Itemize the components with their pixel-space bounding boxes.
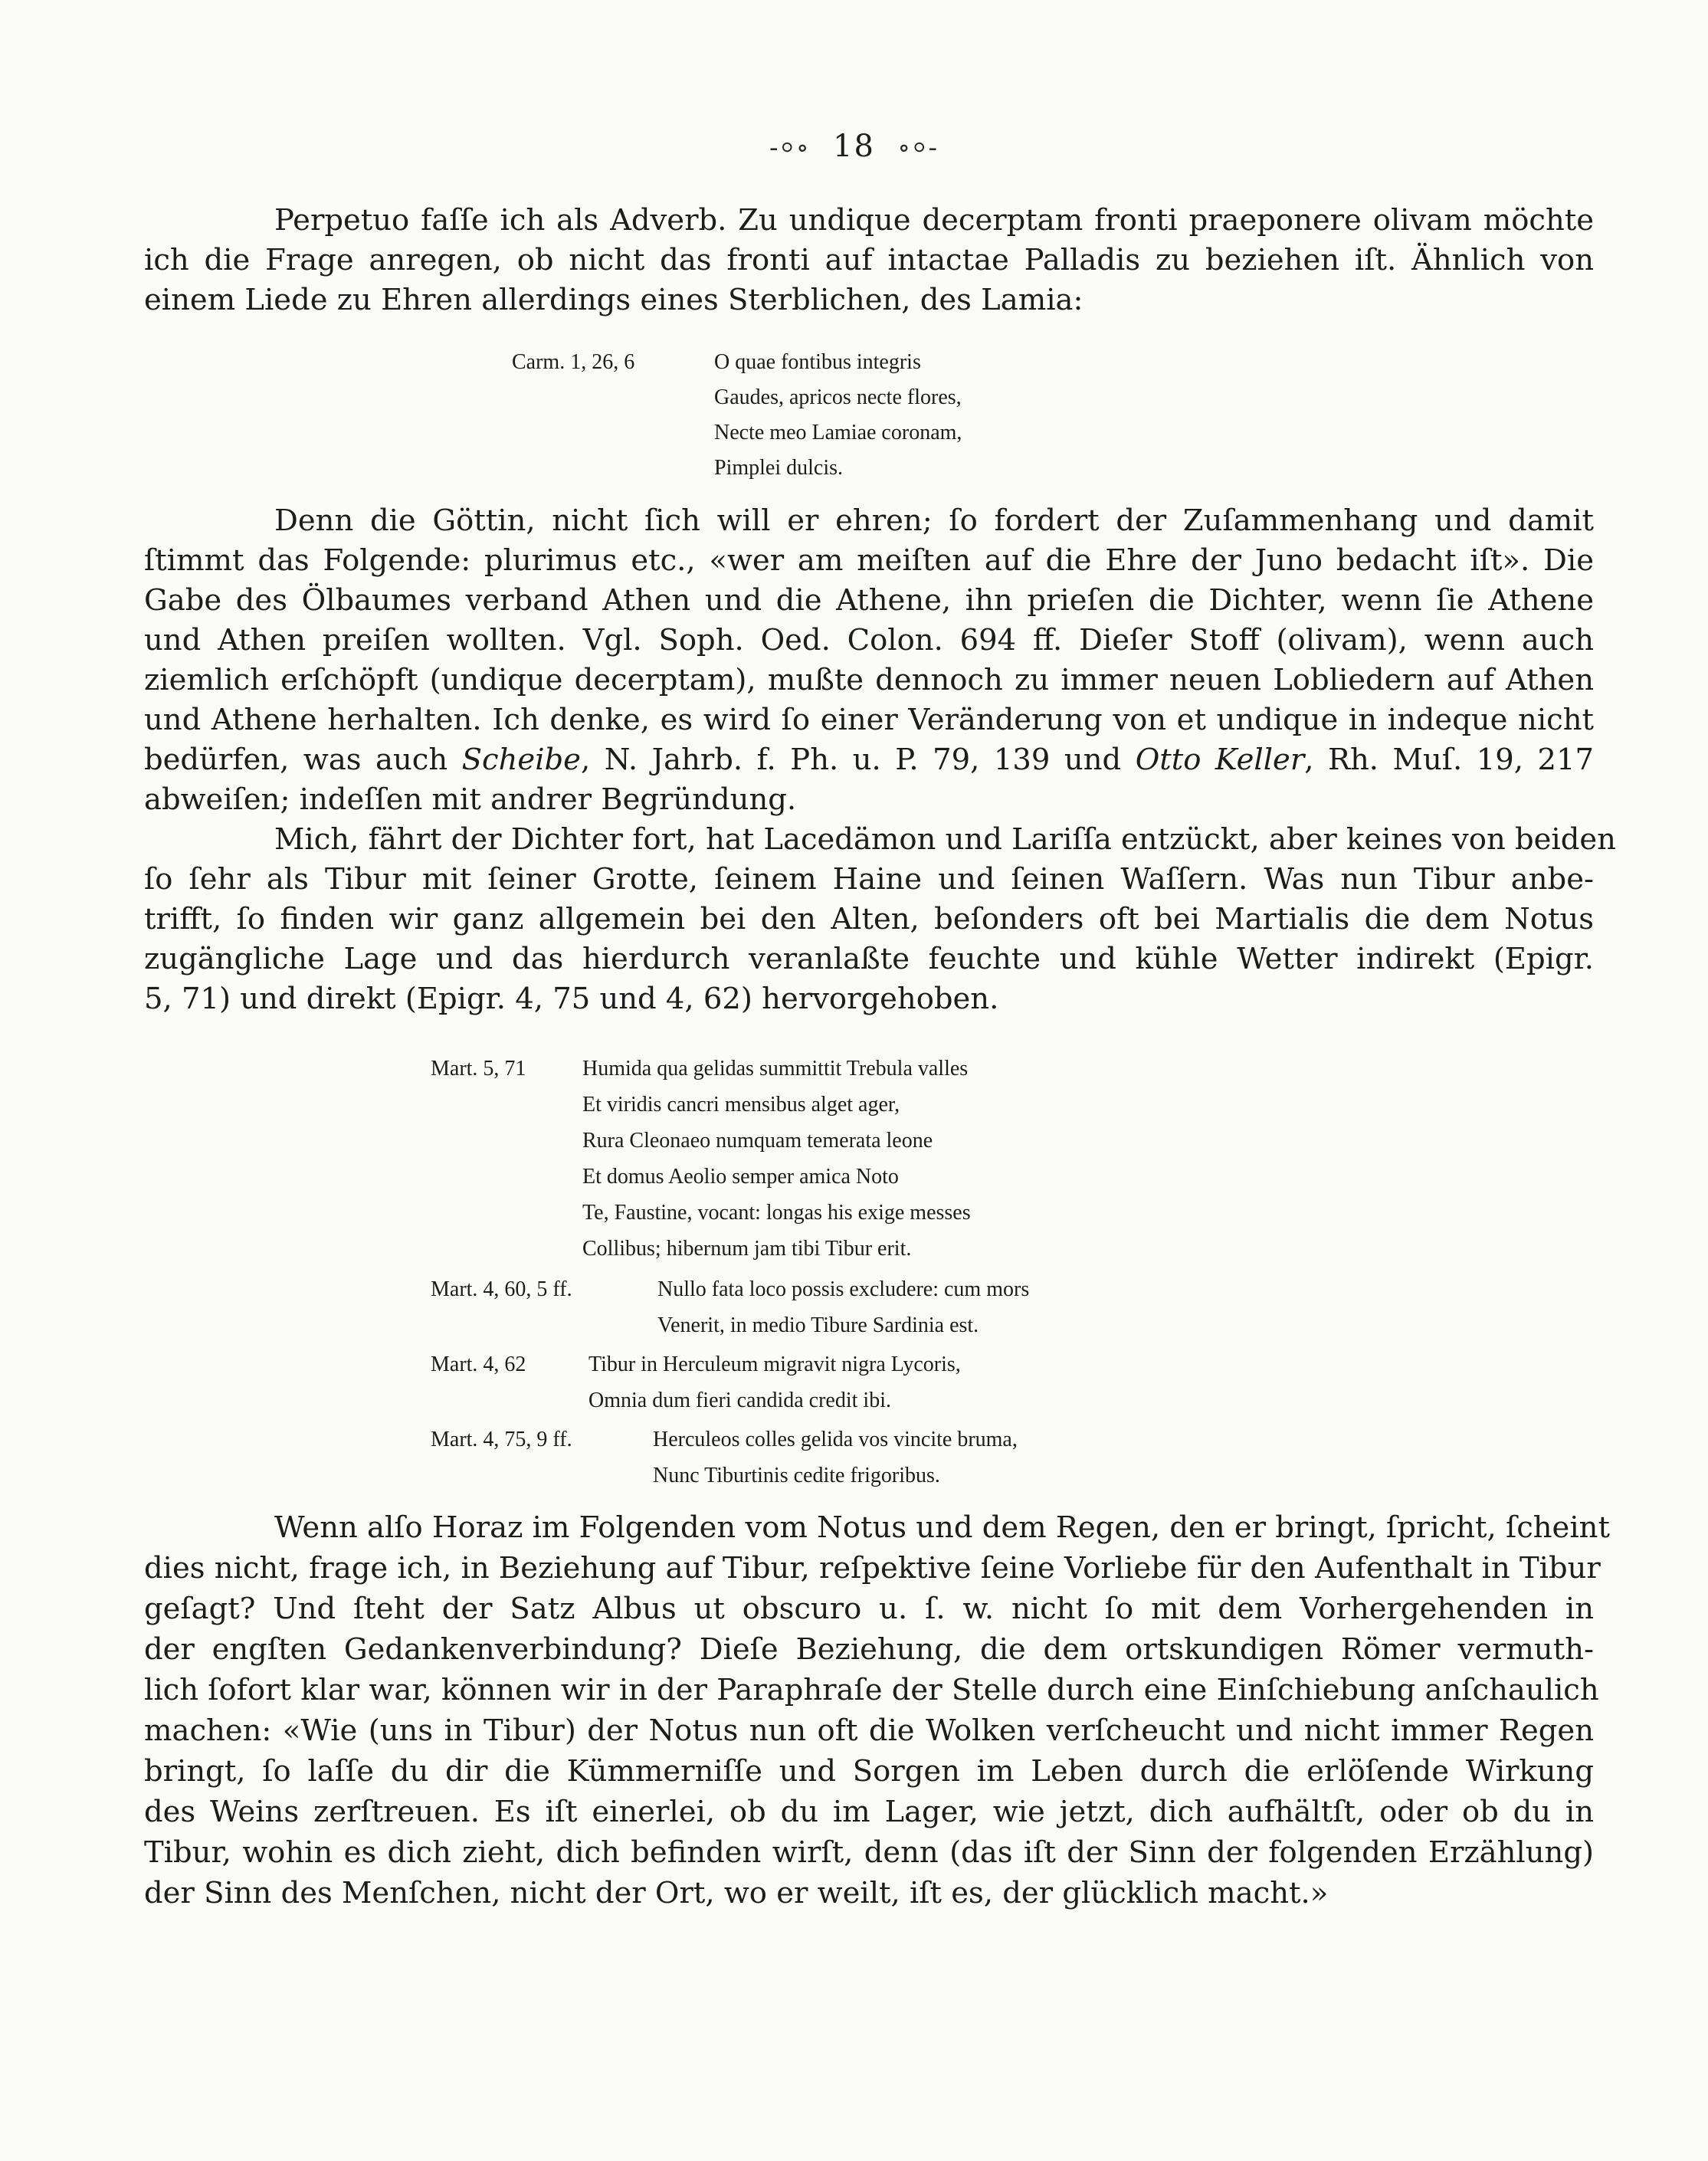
quote-line: Rura Cleonaeo numquam temerata leone: [582, 1129, 933, 1153]
paragraph-line: dies nicht, frage ich, in Beziehung auf Tibur, reſpektive ſeine Vorliebe für den Aufenthalt in Tibur: [144, 1551, 1601, 1585]
quote-line: Te, Faustine, vocant: longas his exige messes: [582, 1201, 971, 1225]
paragraph-line: bringt, ſo laſſe du dir die Kümmerniſſe und Sorgen im Leben durch die erlöſende Wirkung: [144, 1754, 1594, 1789]
quote-line: Herculeos colles gelida vos vincite bruma,: [653, 1428, 1018, 1451]
quote-line: Humida qua gelidas summittit Trebula valles: [582, 1057, 969, 1080]
paragraph-line: Tibur, wohin es dich zieht, dich befinden wirſt, denn (das iſt der Sinn der folgenden Erzählung): [144, 1835, 1594, 1870]
paragraph-line: Gabe des Ölbaumes verband Athen und die Athene, ihn prieſen die Dichter, wenn ſie Athene: [144, 583, 1594, 618]
quote-line: Collibus; hibernum jam tibi Tibur erit.: [582, 1237, 912, 1261]
paragraph-line: und Athene herhalten. Ich denke, es wird ſo einer Veränderung von et undique in indeque nicht: [144, 703, 1594, 737]
paragraph-line: lich ſofort klar war, können wir in der Paraphraſe der Stelle durch eine Einſchiebung anſchaulich: [144, 1673, 1599, 1707]
paragraph-line: der Sinn des Menſchen, nicht der Ort, wo er weilt, iſt es, der glücklich macht.»: [144, 1876, 1329, 1910]
left-ornament-icon: -⸰∘: [769, 133, 811, 163]
paragraph-line: ſo ſehr als Tibur mit ſeiner Grotte, ſeinem Haine und ſeinen Waſſern. Was nun Tibur anbe-: [144, 862, 1594, 897]
paragraph-line: trifft, ſo finden wir ganz allgemein bei den Alten, beſonders oft bei Martialis die dem Notus: [144, 902, 1594, 936]
paragraph-line: 5, 71) und direkt (Epigr. 4, 75 und 4, 62) hervorgehoben.: [144, 982, 999, 1016]
quote-reference: Mart. 4, 62: [431, 1353, 526, 1376]
page-number: 18: [833, 129, 875, 164]
author-name: Otto Keller: [1135, 743, 1305, 777]
paragraph-line: abweiſen; indeſſen mit andrer Begründung.: [144, 782, 797, 817]
quote-reference: Mart. 4, 75, 9 ff.: [431, 1428, 572, 1451]
paragraph-line: der engſten Gedankenverbindung? Dieſe Beziehung, die dem ortskundigen Römer vermuth-: [144, 1632, 1594, 1667]
quote-line: Gaudes, apricos necte flores,: [714, 385, 962, 409]
right-ornament-icon: ∘⸰-: [897, 133, 939, 163]
paragraph-line: ich die Frage anregen, ob nicht das fronti auf intactae Palladis zu beziehen iſt. Ähnlich von: [144, 243, 1594, 277]
quote-line: Nunc Tiburtinis cedite frigoribus.: [653, 1464, 940, 1487]
paragraph-line: zugängliche Lage und das hierdurch veranlaßte feuchte und kühle Wetter indirekt (Epigr.: [144, 942, 1594, 976]
quote-line: Tibur in Herculeum migravit nigra Lycoris,: [588, 1353, 961, 1376]
quote-line: O quae fontibus integris: [714, 350, 921, 374]
paragraph-line: geſagt? Und ſteht der Satz Albus ut obscuro u. ſ. w. nicht ſo mit dem Vorhergehenden in: [144, 1592, 1594, 1626]
quote-reference: Mart. 4, 60, 5 ff.: [431, 1277, 572, 1301]
paragraph-line: Denn die Göttin, nicht ſich will er ehren; ſo fordert der Zuſammenhang und damit: [274, 503, 1594, 538]
paragraph-line: Wenn alſo Horaz im Folgenden vom Notus und dem Regen, den er bringt, ſpricht, ſcheint: [274, 1510, 1610, 1545]
quote-reference: Carm. 1, 26, 6: [512, 350, 635, 374]
paragraph-line: ſtimmt das Folgende: plurimus etc., «wer am meiſten auf die Ehre der Juno bedacht iſt». Die: [144, 543, 1594, 578]
quote-line: Venerit, in medio Tibure Sardinia est.: [657, 1313, 979, 1337]
paragraph-line: und Athen preiſen wollten. Vgl. Soph. Oed. Colon. 694 ff. Dieſer Stoff (olivam), wenn auch: [144, 623, 1594, 657]
quote-line: Pimplei dulcis.: [714, 456, 843, 480]
author-name: Scheibe: [461, 743, 581, 777]
quote-line: Necte meo Lamiae coronam,: [714, 421, 962, 444]
quote-reference: Mart. 5, 71: [431, 1057, 526, 1080]
paragraph-line: bedürfen, was auch Scheibe, N. Jahrb. f. Ph. u. P. 79, 139 und Otto Keller, Rh. Muſ. 19, 217: [144, 743, 1594, 777]
paragraph-line: einem Liede zu Ehren allerdings eines Sterblichen, des Lamia:: [144, 283, 1083, 317]
quote-line: Omnia dum fieri candida credit ibi.: [588, 1389, 891, 1412]
page-header: [0, 129, 1708, 164]
quote-line: Et viridis cancri mensibus alget ager,: [582, 1093, 900, 1117]
paragraph-line: des Weins zerſtreuen. Es iſt einerlei, ob du im Lager, wie jetzt, dich aufhältſt, oder ob du in: [144, 1795, 1594, 1829]
paragraph-line: machen: «Wie (uns in Tibur) der Notus nun oft die Wolken verſcheucht und nicht immer Regen: [144, 1713, 1594, 1748]
quote-line: Et domus Aeolio semper amica Noto: [582, 1165, 899, 1189]
paragraph-line: ziemlich erſchöpft (undique decerptam), mußte dennoch zu immer neuen Lobliedern auf Athen: [144, 663, 1594, 697]
paragraph-line: Mich, fährt der Dichter fort, hat Lacedämon und Lariſſa entzückt, aber keines von beiden: [274, 822, 1616, 857]
paragraph-line: Perpetuo faſſe ich als Adverb. Zu undique decerptam fronti praeponere olivam möchte: [274, 203, 1594, 238]
quote-line: Nullo fata loco possis excludere: cum mors: [657, 1277, 1030, 1301]
